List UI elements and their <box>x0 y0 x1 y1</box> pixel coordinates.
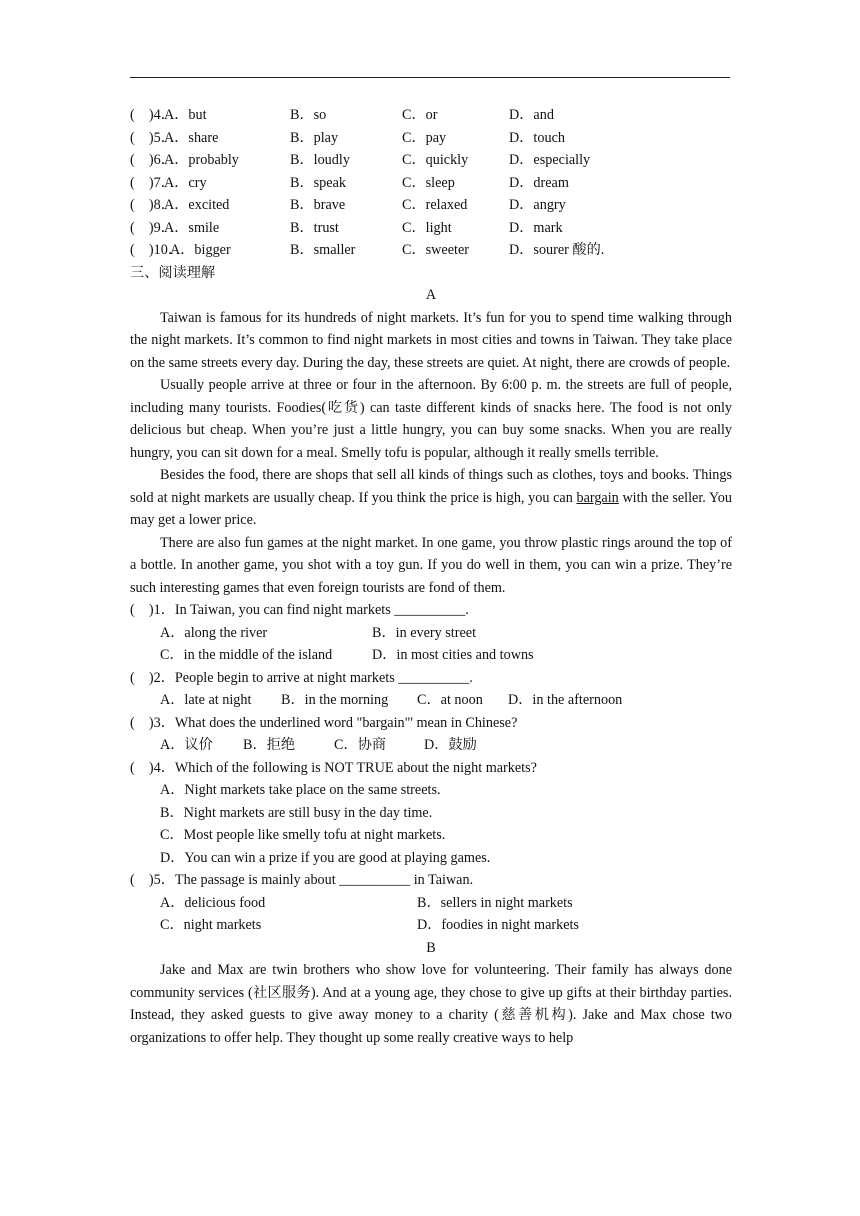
choice-b: B．in the morning <box>281 692 389 708</box>
underlined-word: bargain <box>576 489 619 506</box>
choice-a: A．late at night <box>160 692 252 708</box>
section-title: 三、阅读理解 <box>130 264 216 281</box>
choice-b: B．brave <box>290 197 346 213</box>
choice-b: B．so <box>290 107 327 123</box>
answer-row <box>130 914 732 937</box>
page-content <box>130 104 732 1049</box>
choice-c: C．in the middle of the island <box>160 647 333 663</box>
choice-d: D．especially <box>509 152 591 168</box>
choice-d: D．foodies in night markets <box>417 917 579 933</box>
choice-b: B．loudly <box>290 152 350 168</box>
choice-a: A．probably <box>164 152 239 168</box>
question-stem: ( )3．What does the underlined word "bargain"' mean in Chinese? <box>130 714 518 731</box>
option-row: ( )5． A．share B．play C．pay D．touch <box>130 127 732 150</box>
option-row: ( )6． A．probably B．loudly C．quickly D．especially <box>130 149 732 172</box>
option-row: ( )10． A．bigger B．smaller C．sweeter D．sourer 酸的. <box>130 239 732 262</box>
answer-row <box>130 847 732 870</box>
choice-c: C．Most people like smelly tofu at night markets. <box>160 827 446 843</box>
choice-b: B．speak <box>290 174 346 191</box>
choice-a: A．but <box>164 107 207 123</box>
option-row: ( )8． A．excited B．brave C．relaxed D．angry <box>130 194 732 217</box>
choice-c: C．light <box>402 219 452 236</box>
choice-a: A．delicious food <box>160 894 266 911</box>
choice-a: A．smile <box>164 219 220 236</box>
choice-b: B．smaller <box>290 242 356 258</box>
choice-c: C．or <box>402 107 438 123</box>
answer-row <box>130 892 732 915</box>
choice-d: D．dream <box>509 174 569 191</box>
choice-a: A．bigger <box>170 242 231 258</box>
answer-row <box>130 734 732 757</box>
passage-a-paragraph-4: There are also fun games at the night market. In one game, you throw plastic rings around the top of a bottle. In another game, you shot with a toy gun. If you do well in them, you can win a prize. They’re such interesting games that even foreign tourists are fond of them. <box>130 534 732 596</box>
question-stem: ( )4．Which of the following is NOT TRUE about the night markets? <box>130 759 537 776</box>
choice-c: C．sleep <box>402 174 455 191</box>
option-row: ( )4． A．but B．so C．or D．and <box>130 104 732 127</box>
answer-row <box>130 644 732 667</box>
choice-d: D．angry <box>509 197 566 213</box>
option-row: ( )7． A．cry B．speak C．sleep D．dream <box>130 172 732 195</box>
choice-c: C．quickly <box>402 152 469 168</box>
question-1 <box>130 599 732 667</box>
choice-d: D．touch <box>509 129 565 146</box>
choice-d: D．and <box>509 107 554 123</box>
choice-d: D．You can win a prize if you are good at playing games. <box>160 849 491 866</box>
choice-b: B．拒绝 <box>243 737 296 753</box>
choice-b: B．sellers in night markets <box>417 894 573 911</box>
question-5 <box>130 869 732 937</box>
passage-a-label: A <box>425 287 437 303</box>
choice-c: C．pay <box>402 129 447 146</box>
passage-a-paragraph-3: Besides the food, there are shops that sell all kinds of things such as clothes, toys and books. Things sold at night markets are usually cheap. If you think the price is high, you can bargain with the seller. You may get a lower price. <box>130 467 732 528</box>
passage-a-paragraph-2: Usually people arrive at three or four in the afternoon. By 6:00 p. m. the streets are full of people, including many tourists. Foodies(吃货) can taste different kinds of snacks here. The food is not only delicious but cheap. When you’re just a little hungry, you can buy some snacks. When you are really hungry, you can sit down for a meal. Smelly tofu is popular, although it really smells terrible. <box>130 377 732 461</box>
choice-a: A．share <box>164 129 219 146</box>
choice-a: A．Night markets take place on the same streets. <box>160 782 441 798</box>
choice-a: A．excited <box>164 197 230 213</box>
option-row: ( )9． A．smile B．trust C．light D．mark <box>130 217 732 240</box>
choice-d: D．in most cities and towns <box>372 647 534 663</box>
choice-a: A．along the river <box>160 624 268 641</box>
passage-b-label: B <box>426 939 436 956</box>
choice-a: A．cry <box>164 174 207 191</box>
passage-a-paragraph-1: Taiwan is famous for its hundreds of night markets. It’s fun for you to spend time walking through the night markets. It’s common to find night markets in most cities and towns in Taiwan. They take place on the same streets every day. During the day, these streets are quiet. At night, there are crowds of people. <box>130 309 732 371</box>
question-2 <box>130 667 732 712</box>
choice-d: D．鼓励 <box>424 737 477 753</box>
question-4 <box>130 757 732 870</box>
choice-c: C．sweeter <box>402 242 469 258</box>
choice-d: D．mark <box>509 219 563 236</box>
answer-row <box>130 622 732 645</box>
choice-c: C．at noon <box>417 692 483 708</box>
choice-c: C．relaxed <box>402 197 468 213</box>
choice-c: C．协商 <box>334 737 387 753</box>
passage-b-paragraph-1: Jake and Max are twin brothers who show love for volunteering. Their family has always done community services (社区服务). And at a young age, they chose to give up gifts at their birthday parties. Instead, they asked guests to give away money to a charity (慈善机构). Jake and Max chose two organizations to offer help. They thought up some really creative ways to help <box>130 962 732 1046</box>
choice-b: B．trust <box>290 219 339 236</box>
choice-b: B．Night markets are still busy in the day time. <box>160 804 433 821</box>
answer-row <box>130 779 732 802</box>
answer-row <box>130 802 732 825</box>
choice-b: B．play <box>290 129 339 146</box>
choice-d: D．sourer 酸的. <box>509 242 605 258</box>
question-stem: ( )1．In Taiwan, you can find night markets __________. <box>130 602 469 618</box>
choice-b: B．in every street <box>372 624 477 641</box>
choice-d: D．in the afternoon <box>508 692 623 708</box>
header-rule <box>130 77 730 78</box>
choice-a: A．议价 <box>160 737 213 753</box>
choice-c: C．night markets <box>160 917 262 933</box>
answer-row <box>130 689 732 712</box>
question-3 <box>130 712 732 757</box>
question-stem: ( )5．The passage is mainly about __________ in Taiwan. <box>130 872 474 888</box>
answer-row <box>130 824 732 847</box>
cloze-options <box>130 104 732 262</box>
question-stem: ( )2．People begin to arrive at night markets __________. <box>130 669 473 686</box>
